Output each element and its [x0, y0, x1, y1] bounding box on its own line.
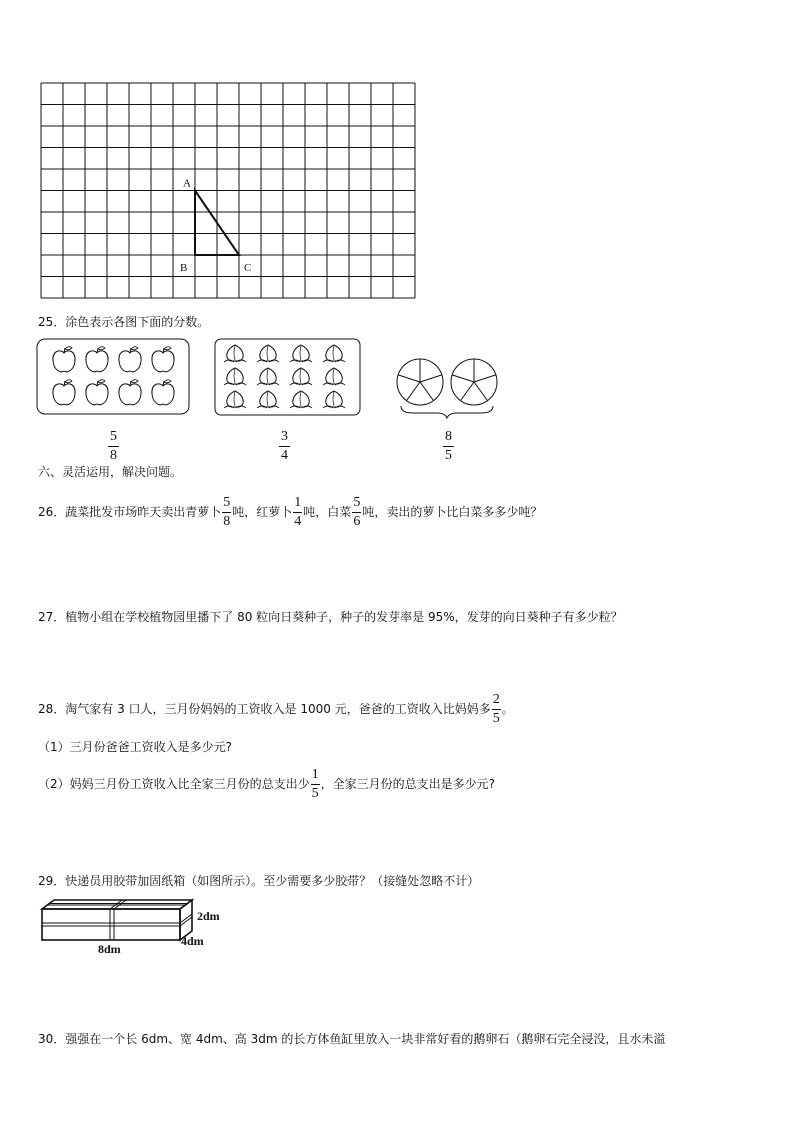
question-26: 26．蔬菜批发市场昨天卖出青萝卜 $\frac{5}{8}$ 吨，红萝卜 $\frac{1}{4}$ 吨，白菜 $\frac{5}{6}$ 吨，卖出的萝卜比白菜多多少吨？: [38, 495, 543, 529]
peach-icon: [290, 345, 312, 362]
apple-icon: [86, 347, 108, 372]
peach-icon: [323, 368, 345, 385]
question-27: 27．植物小组在学校植物园里播下了 80 粒向日葵种子，种子的发芽率是 95%，发芽的向日葵种子有多少粒？: [38, 610, 623, 624]
apple-icon: [119, 380, 141, 405]
section-heading: 六、灵活运用，解决问题。: [38, 465, 183, 479]
question-30: 30．强强在一个长 6dm、宽 4dm、高 3dm 的长方体鱼缸里放入一块非常好看的鹅卵石（鹅卵石完全浸没，且水未溢: [38, 1032, 666, 1046]
grid-figure: [40, 82, 420, 300]
peach-icon: [290, 391, 312, 408]
fraction-red-radish: $\frac{1}{4}$: [294, 495, 302, 529]
apple-icon: [53, 347, 75, 372]
apple-icon: [152, 347, 174, 372]
peach-icon: [224, 368, 246, 385]
peach-icon: [257, 345, 279, 362]
taped-box-figure: [38, 897, 198, 947]
fraction-circles: 8 5: [445, 429, 452, 463]
apple-icon: [152, 380, 174, 405]
fraction-mom-less: $\frac{1}{5}$: [311, 767, 319, 801]
peach-icon: [290, 368, 312, 385]
box-height-label: 2dm: [197, 909, 220, 923]
box-length-label: 8dm: [98, 942, 121, 956]
peach-icon: [224, 345, 246, 362]
box-width-label: 4dm: [181, 934, 204, 948]
question-25: 25．涂色表示各图下面的分数。: [38, 315, 210, 329]
brace: [401, 406, 493, 418]
question-28-part-1: （1）三月份爸爸工资收入是多少元?: [38, 740, 233, 754]
fraction-dad-more: $\frac{2}{5}$: [492, 692, 500, 726]
circle-pair: [393, 358, 503, 420]
peach-icon: [257, 368, 279, 385]
point-label: B: [180, 262, 188, 274]
apple-icon: [53, 380, 75, 405]
question-28: 28．淘气家有 3 口人，三月份妈妈的工资收入是 1000 元，爸爸的工资收入比妈妈多 $\frac{2}{5}$ 。: [38, 692, 514, 726]
fraction-green-radish: $\frac{5}{8}$: [223, 495, 231, 529]
peach-icon: [257, 391, 279, 408]
apple-icon: [119, 347, 141, 372]
apple-group: [53, 347, 174, 405]
question-28-part-2: （2）妈妈三月份工资收入比全家三月份的总支出少 $\frac{1}{5}$ ，全家三月份的总支出是多少元?: [38, 767, 496, 801]
fraction-apples: 5 8: [110, 429, 117, 463]
point-label: A: [183, 177, 191, 190]
peach-icon: [323, 391, 345, 408]
fraction-cabbage: $\frac{5}{6}$: [353, 495, 361, 529]
fraction-peaches: 3 4: [281, 429, 288, 463]
circle-group: [397, 359, 497, 405]
peach-icon: [224, 391, 246, 408]
grid-lines: [41, 83, 415, 298]
peach-group: [224, 345, 345, 408]
apple-icon: [86, 380, 108, 405]
question-29: 29．快递员用胶带加固纸箱（如图所示）。至少需要多少胶带？（接缝处忽略不计）: [38, 874, 480, 888]
point-label: C: [244, 262, 252, 274]
circle-shape: [397, 359, 443, 405]
apple-box: [36, 338, 196, 416]
triangle-abc: [180, 178, 251, 275]
peach-icon: [323, 345, 345, 362]
peach-box: [214, 338, 364, 418]
circle-shape: [451, 359, 497, 405]
